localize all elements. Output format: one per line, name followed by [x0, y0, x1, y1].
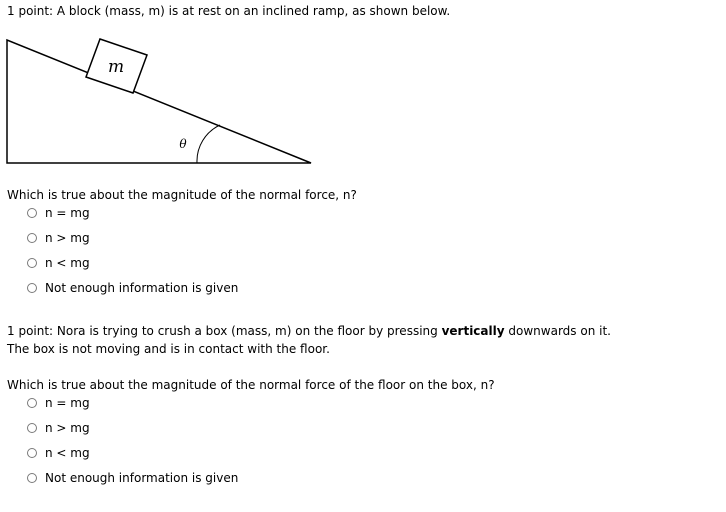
question-2-title-bold: vertically	[441, 324, 505, 338]
question-2-title-post: downwards on it.	[504, 324, 611, 338]
option-label: n < mg	[45, 446, 90, 460]
question-2-title-pre: 1 point: Nora is trying to crush a box (mass, m) on the floor by pressing	[7, 324, 442, 338]
ramp-triangle	[7, 40, 311, 163]
question-2-title-line2: The box is not moving and is in contact with the floor.	[7, 342, 330, 356]
q2-option-n-greater-mg[interactable]	[27, 420, 90, 436]
q2-option-not-enough-info[interactable]	[27, 470, 238, 486]
angle-arc	[197, 125, 220, 163]
option-label: Not enough information is given	[45, 471, 239, 485]
q1-option-not-enough-info[interactable]	[27, 280, 238, 296]
q1-option-n-equals-mg[interactable]	[27, 205, 90, 221]
option-label: n > mg	[45, 421, 90, 435]
option-label: n = mg	[45, 396, 90, 410]
inclined-ramp-diagram	[0, 30, 320, 170]
radio-button[interactable]	[27, 473, 37, 483]
question-1-title: 1 point: A block (mass, m) is at rest on an inclined ramp, as shown below.	[7, 4, 451, 18]
angle-label: θ	[179, 137, 187, 151]
q2-option-n-less-mg[interactable]	[27, 445, 90, 461]
q1-option-n-greater-mg[interactable]	[27, 230, 90, 246]
radio-button[interactable]	[27, 448, 37, 458]
question-1-prompt: Which is true about the magnitude of the normal force, n?	[7, 188, 357, 202]
radio-button[interactable]	[27, 423, 37, 433]
radio-button[interactable]	[27, 233, 37, 243]
option-label: n = mg	[45, 206, 90, 220]
option-label: n > mg	[45, 231, 90, 245]
radio-button[interactable]	[27, 208, 37, 218]
q1-option-n-less-mg[interactable]	[27, 255, 90, 271]
option-label: n < mg	[45, 256, 90, 270]
radio-button[interactable]	[27, 398, 37, 408]
question-2-prompt: Which is true about the magnitude of the normal force of the floor on the box, n?	[7, 378, 495, 392]
block-label: m	[107, 57, 125, 77]
radio-button[interactable]	[27, 258, 37, 268]
option-label: Not enough information is given	[45, 281, 239, 295]
radio-button[interactable]	[27, 283, 37, 293]
question-2-title	[7, 324, 611, 338]
q2-option-n-equals-mg[interactable]	[27, 395, 90, 411]
